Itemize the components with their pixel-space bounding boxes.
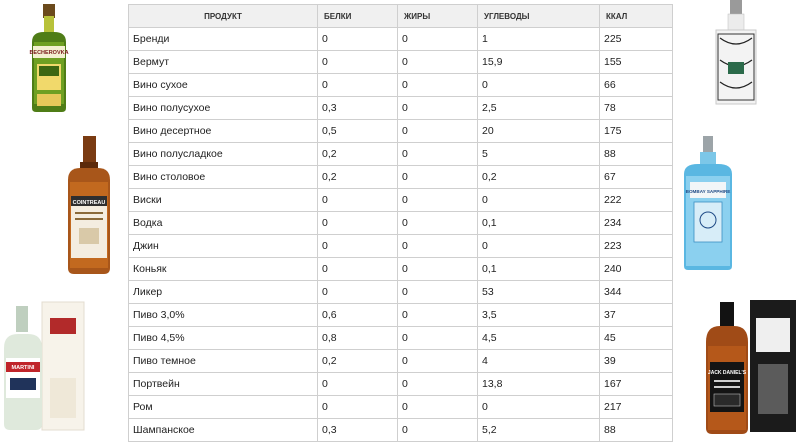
becherovka-label: BECHEROVKA: [29, 50, 69, 56]
kcal-cell: 39: [600, 350, 673, 373]
cointreau-label: COINTREAU: [72, 200, 106, 206]
product-cell: Портвейн: [129, 373, 318, 396]
protein-cell: 0: [318, 281, 398, 304]
product-cell: Шампанское: [129, 419, 318, 442]
kcal-cell: 78: [600, 97, 673, 120]
product-cell: Бренди: [129, 28, 318, 51]
table-row: [129, 120, 673, 143]
protein-cell: 0,2: [318, 166, 398, 189]
product-cell: Вино десертное: [129, 120, 318, 143]
kcal-cell: 225: [600, 28, 673, 51]
table-row: [129, 396, 673, 419]
product-cell: Водка: [129, 212, 318, 235]
protein-cell: 0,6: [318, 304, 398, 327]
kcal-cell: 167: [600, 373, 673, 396]
decorated-bottle-image: [710, 0, 762, 106]
fat-cell: 0: [398, 281, 478, 304]
protein-cell: 0: [318, 258, 398, 281]
carbs-cell: 5: [478, 143, 600, 166]
protein-cell: 0: [318, 396, 398, 419]
kcal-cell: 223: [600, 235, 673, 258]
product-cell: Ром: [129, 396, 318, 419]
fat-cell: 0: [398, 166, 478, 189]
carbs-cell: 13,8: [478, 373, 600, 396]
protein-cell: 0: [318, 235, 398, 258]
carbs-cell: 4: [478, 350, 600, 373]
product-cell: Джин: [129, 235, 318, 258]
table-row: [129, 419, 673, 442]
fat-cell: 0: [398, 304, 478, 327]
bombay-bottle-image: [676, 136, 740, 272]
protein-cell: 0,2: [318, 350, 398, 373]
carbs-cell: 3,5: [478, 304, 600, 327]
table-header-row: [129, 5, 673, 28]
carbs-cell: 0: [478, 74, 600, 97]
carbs-cell: 53: [478, 281, 600, 304]
table-body: [129, 28, 673, 442]
jack-daniels-label: JACK DANIEL'S: [707, 370, 747, 376]
carbs-cell: 0,2: [478, 166, 600, 189]
product-cell: Вино полусухое: [129, 97, 318, 120]
carbs-cell: 20: [478, 120, 600, 143]
protein-cell: 0: [318, 28, 398, 51]
carbs-cell: 4,5: [478, 327, 600, 350]
protein-cell: 0: [318, 189, 398, 212]
carbs-cell: 0: [478, 189, 600, 212]
fat-cell: 0: [398, 258, 478, 281]
kcal-cell: 175: [600, 120, 673, 143]
kcal-cell: 67: [600, 166, 673, 189]
table-row: [129, 235, 673, 258]
kcal-cell: 240: [600, 258, 673, 281]
fat-cell: 0: [398, 212, 478, 235]
table-row: [129, 212, 673, 235]
protein-cell: 0,3: [318, 97, 398, 120]
table-row: [129, 143, 673, 166]
kcal-cell: 234: [600, 212, 673, 235]
carbs-cell: 15,9: [478, 51, 600, 74]
protein-cell: 0,8: [318, 327, 398, 350]
column-header-kcal: ККАЛ: [600, 5, 673, 28]
fat-cell: 0: [398, 28, 478, 51]
product-cell: Вино полусладкое: [129, 143, 318, 166]
fat-cell: 0: [398, 327, 478, 350]
product-cell: Коньяк: [129, 258, 318, 281]
table-row: [129, 28, 673, 51]
column-header-protein: БЕЛКИ: [318, 5, 398, 28]
column-header-carbs: УГЛЕВОДЫ: [478, 5, 600, 28]
kcal-cell: 217: [600, 396, 673, 419]
fat-cell: 0: [398, 74, 478, 97]
carbs-cell: 0,1: [478, 212, 600, 235]
protein-cell: 0,2: [318, 143, 398, 166]
column-header-product: ПРОДУКТ: [129, 5, 318, 28]
table-row: [129, 166, 673, 189]
protein-cell: 0: [318, 373, 398, 396]
protein-cell: 0: [318, 74, 398, 97]
kcal-cell: 344: [600, 281, 673, 304]
fat-cell: 0: [398, 120, 478, 143]
nutrition-table: [128, 4, 673, 442]
becherovka-bottle-image: [20, 2, 78, 114]
product-cell: Пиво темное: [129, 350, 318, 373]
martini-bottle-image: [0, 298, 90, 434]
table-row: [129, 304, 673, 327]
table-row: [129, 327, 673, 350]
table-row: [129, 373, 673, 396]
fat-cell: 0: [398, 373, 478, 396]
protein-cell: 0: [318, 212, 398, 235]
product-cell: Пиво 3,0%: [129, 304, 318, 327]
table-row: [129, 51, 673, 74]
carbs-cell: 0: [478, 235, 600, 258]
fat-cell: 0: [398, 97, 478, 120]
bombay-label: BOMBAY SAPPHIRE: [685, 189, 731, 194]
kcal-cell: 88: [600, 143, 673, 166]
kcal-cell: 37: [600, 304, 673, 327]
protein-cell: 0,5: [318, 120, 398, 143]
cointreau-bottle-image: [60, 136, 118, 276]
protein-cell: 0,3: [318, 419, 398, 442]
fat-cell: 0: [398, 350, 478, 373]
carbs-cell: 1: [478, 28, 600, 51]
carbs-cell: 5,2: [478, 419, 600, 442]
column-header-fat: ЖИРЫ: [398, 5, 478, 28]
fat-cell: 0: [398, 419, 478, 442]
protein-cell: 0: [318, 51, 398, 74]
kcal-cell: 155: [600, 51, 673, 74]
product-cell: Вино сухое: [129, 74, 318, 97]
kcal-cell: 88: [600, 419, 673, 442]
kcal-cell: 45: [600, 327, 673, 350]
carbs-cell: 0: [478, 396, 600, 419]
table-row: [129, 189, 673, 212]
product-cell: Вермут: [129, 51, 318, 74]
product-cell: Ликер: [129, 281, 318, 304]
fat-cell: 0: [398, 143, 478, 166]
table-row: [129, 281, 673, 304]
martini-label: MARTINI: [11, 365, 35, 371]
table-row: [129, 74, 673, 97]
kcal-cell: 222: [600, 189, 673, 212]
product-cell: Вино столовое: [129, 166, 318, 189]
fat-cell: 0: [398, 396, 478, 419]
table-row: [129, 258, 673, 281]
product-cell: Пиво 4,5%: [129, 327, 318, 350]
jack-daniels-bottle-image: [702, 298, 798, 436]
carbs-cell: 2,5: [478, 97, 600, 120]
fat-cell: 0: [398, 189, 478, 212]
table-row: [129, 97, 673, 120]
product-cell: Виски: [129, 189, 318, 212]
fat-cell: 0: [398, 235, 478, 258]
kcal-cell: 66: [600, 74, 673, 97]
fat-cell: 0: [398, 51, 478, 74]
carbs-cell: 0,1: [478, 258, 600, 281]
table-row: [129, 350, 673, 373]
